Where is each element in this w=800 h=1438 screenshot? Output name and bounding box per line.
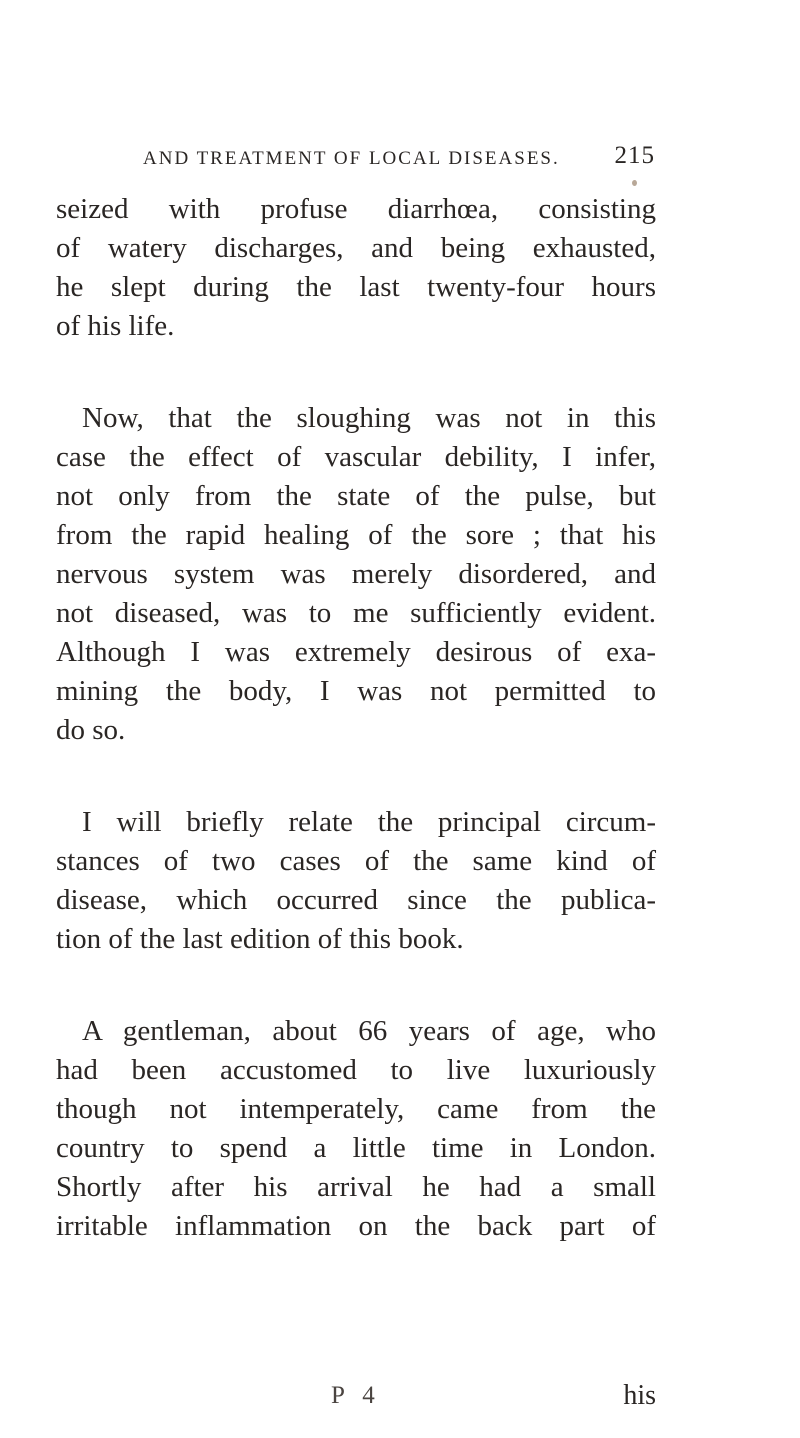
text-line: tion of the last edition of this book. [56,923,464,955]
text-line: Now, that the sloughing was not in this [82,402,656,434]
paragraph-3 [56,803,656,959]
text-line: of watery discharges, and being exhausted, [56,232,656,264]
paragraph-4 [56,1012,656,1246]
text-line: mining the body, I was not permitted to [56,675,656,707]
catchword: his [623,1380,656,1411]
text-line: do so. [56,714,126,746]
text-line: Shortly after his arrival he had a small [56,1171,656,1203]
text-line: disease, which occurred since the publica- [56,884,656,916]
text-line: not only from the state of the pulse, but [56,480,656,512]
paragraph-2 [56,399,656,750]
text-line: of his life. [56,310,175,342]
text-line: country to spend a little time in London. [56,1132,656,1164]
running-head-title: AND TREATMENT OF LOCAL DISEASES. [143,148,560,169]
text-line: case the effect of vascular debility, I infer, [56,441,656,473]
page-number: 215 [614,142,655,169]
text-line: though not intemperately, came from the [56,1093,656,1125]
text-line: he slept during the last twenty-four hours [56,271,656,303]
body-text [56,190,656,1246]
text-line: stances of two cases of the same kind of [56,845,656,877]
text-line: not diseased, was to me sufficiently evident. [56,597,656,629]
signature-mark: P 4 [331,1382,381,1409]
text-line: nervous system was merely disordered, and [56,558,656,590]
print-speck [632,180,637,186]
text-line: from the rapid healing of the sore ; that his [56,519,656,551]
paragraph-spacer [56,346,656,399]
running-head [143,142,655,178]
text-line: I will briefly relate the principal circum- [82,806,656,838]
text-line: A gentleman, about 66 years of age, who [82,1015,656,1047]
text-line: had been accustomed to live luxuriously [56,1054,656,1086]
text-line: irritable inflammation on the back part of [56,1210,656,1242]
text-line: Although I was extremely desirous of exa- [56,636,656,668]
paragraph-1 [56,190,656,346]
page-footer [56,1380,656,1420]
paragraph-spacer [56,959,656,1012]
text-line: seized with profuse diarrhœa, consisting [56,193,656,225]
paragraph-spacer [56,750,656,803]
